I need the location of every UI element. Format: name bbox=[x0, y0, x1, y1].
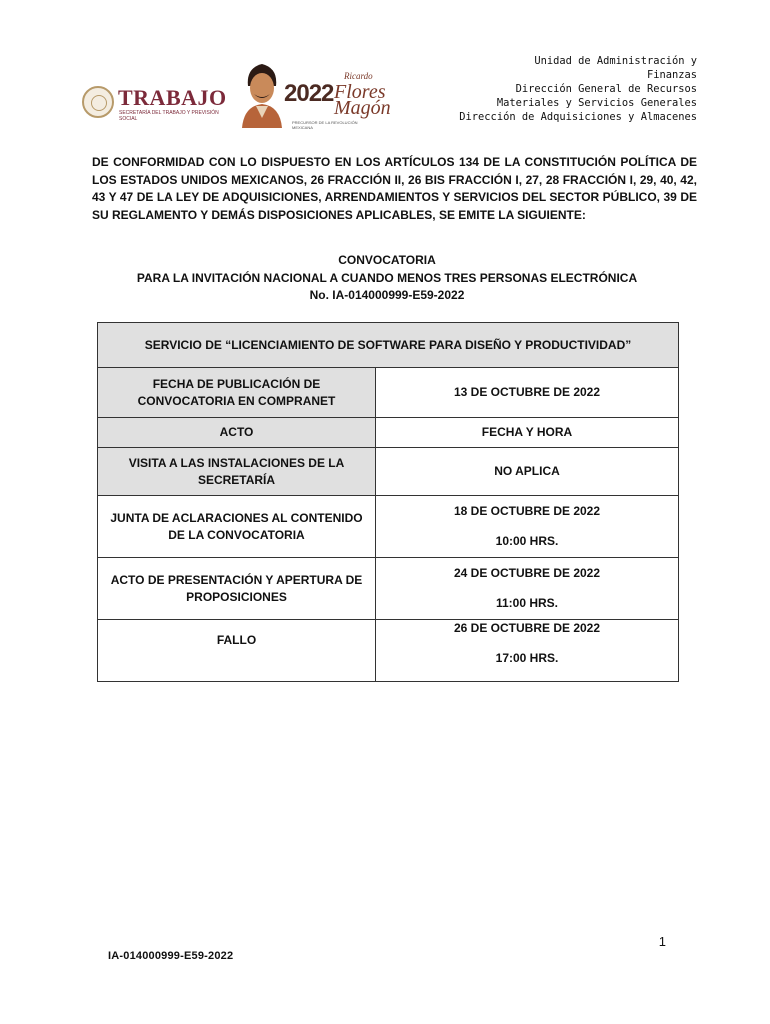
header-line: Finanzas bbox=[646, 69, 697, 81]
footer-document-id: IA-014000999-E59-2022 bbox=[108, 950, 234, 962]
publication-value-cell: 13 DE OCTUBRE DE 2022 bbox=[376, 368, 679, 418]
portrait-icon bbox=[238, 56, 286, 128]
table-row bbox=[98, 368, 679, 418]
fallo-time: 17:00 HRS. bbox=[495, 651, 559, 665]
national-seal-icon bbox=[82, 86, 114, 118]
table-row bbox=[98, 496, 679, 558]
trabajo-subtitle: SECRETARÍA DEL TRABAJO Y PREVISIÓN SOCIAL bbox=[119, 110, 219, 122]
header-logos bbox=[78, 54, 391, 132]
presentacion-value-cell bbox=[376, 558, 679, 620]
page-number: 1 bbox=[658, 934, 666, 949]
flores-magon-logo bbox=[238, 54, 391, 132]
service-title-cell: SERVICIO DE “LICENCIAMIENTO DE SOFTWARE PARA DISEÑO Y PRODUCTIVIDAD” bbox=[98, 323, 679, 368]
table-row bbox=[98, 620, 679, 682]
convocatoria-line: CONVOCATORIA bbox=[338, 253, 436, 267]
presentacion-label-cell: ACTO DE PRESENTACIÓN Y APERTURA DE PROPOSICIONES bbox=[98, 558, 376, 620]
flores-subtitle: PRECURSOR DE LA REVOLUCIÓN MEXICANA bbox=[292, 120, 358, 130]
schedule-table bbox=[97, 322, 679, 682]
presentacion-time: 11:00 HRS. bbox=[495, 596, 559, 610]
visit-value-cell: NO APLICA bbox=[376, 448, 679, 496]
junta-value-cell bbox=[376, 496, 679, 558]
agency-header bbox=[397, 54, 697, 124]
header-line: Dirección de Adquisiciones y Almacenes bbox=[459, 111, 697, 123]
presentacion-date: 24 DE OCTUBRE DE 2022 bbox=[453, 566, 601, 580]
column-header-act: ACTO bbox=[98, 418, 376, 448]
table-row bbox=[98, 448, 679, 496]
convocatoria-line: PARA LA INVITACIÓN NACIONAL A CUANDO MENOS TRES PERSONAS ELECTRÓNICA bbox=[136, 270, 638, 285]
header-line: Materiales y Servicios Generales bbox=[496, 97, 697, 109]
header-line: Unidad de Administración y bbox=[534, 55, 697, 67]
publication-label-cell: FECHA DE PUBLICACIÓN DE CONVOCATORIA EN COMPRANET bbox=[98, 368, 376, 418]
junta-time: 10:00 HRS. bbox=[495, 534, 559, 548]
junta-label-cell: JUNTA DE ACLARACIONES AL CONTENIDO DE LA CONVOCATORIA bbox=[98, 496, 376, 558]
header-line: Dirección General de Recursos bbox=[515, 83, 697, 95]
convocatoria-number: No. IA-014000999-E59-2022 bbox=[309, 288, 465, 302]
trabajo-logo bbox=[78, 85, 227, 126]
fallo-label-cell bbox=[98, 620, 376, 682]
flores-name: Ricardo Flores Magón bbox=[334, 71, 391, 119]
table-row bbox=[98, 418, 679, 448]
convocatoria-title bbox=[92, 252, 682, 305]
junta-date: 18 DE OCTUBRE DE 2022 bbox=[453, 504, 601, 518]
column-header-date: FECHA Y HORA bbox=[376, 418, 679, 448]
trabajo-wordmark: TRABAJO bbox=[118, 85, 227, 110]
table-row bbox=[98, 323, 679, 368]
legal-intro-paragraph: DE CONFORMIDAD CON LO DISPUESTO EN LOS ARTÍCULOS 134 DE LA CONSTITUCIÓN POLÍTICA DE LOS ESTADOS UNIDOS MEXICANOS, 26 FRACCIÓN II, 26 BIS FRACCIÓN I, 27, 28 FRACCIÓN I, 29, 40, 42, 43 Y 47 DE LA LEY DE ADQUISICIONES, ARRENDAMIENTOS Y SERVICIOS DEL SECTOR PÚBLICO, 39 DE SU REGLAMENTO Y DEMÁS DISPOSICIONES APLICABLES, SE EMITE LA SIGUIENTE: bbox=[92, 155, 697, 222]
fallo-date: 26 DE OCTUBRE DE 2022 bbox=[453, 621, 601, 635]
visit-label-cell: VISITA A LAS INSTALACIONES DE LA SECRETARÍA bbox=[98, 448, 376, 496]
flores-year: 2022 bbox=[284, 80, 334, 107]
table-row bbox=[98, 558, 679, 620]
fallo-label: FALLO bbox=[216, 633, 257, 647]
fallo-value-cell bbox=[376, 620, 679, 682]
